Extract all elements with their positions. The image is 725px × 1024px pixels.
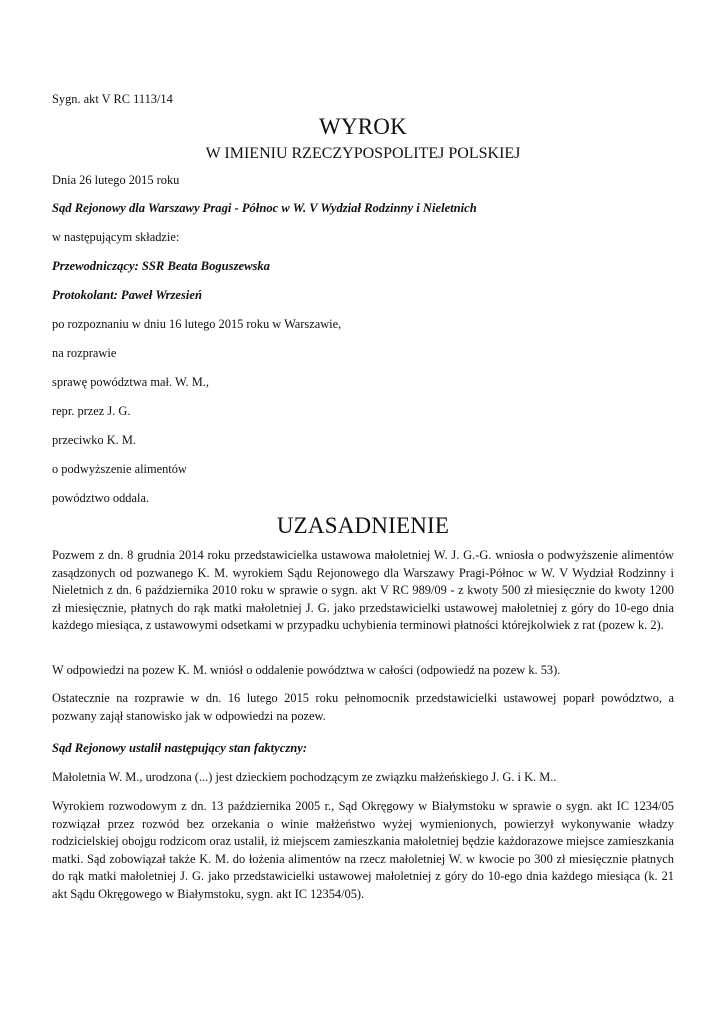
court-recorder: Protokolant: Paweł Wrzesień — [52, 288, 202, 302]
justification-paragraph-3: Ostatecznie na rozprawie w dn. 16 lutego 2015 roku pełnomocnik przedstawicielki ustawowej poparł powództwo, a pozwany zajął stanowisko jak w odpowiedzi na pozew. — [52, 691, 674, 723]
examination-line: po rozpoznaniu w dniu 16 lutego 2015 roku w Warszawie, — [52, 317, 342, 331]
ruling-line: powództwo oddala. — [52, 491, 150, 505]
justification-paragraph-1: Pozwem z dn. 8 grudnia 2014 roku przedstawicielka ustawowa małoletniej W. J. G.-G. wniosła o podwyższenie alimentów zasądzonych od pozwanego K. M. wyrokiem Sądu Rejonowego dla Warszawy Pragi-Północ w W. V Wydział Rodzinny i Nieletnich z dn. 6 października 2010 roku w sprawie o sygn. akt V RC 989/09 - z kwoty 500 zł miesięcznie do kwoty 1200 zł miesięcznie, płatnych do rąk matki małoletniej J. G. jako przedstawicielki ustawowej małoletniej z góry do 10-ego dnia każdego miesiąca, z ustawowymi odsetkami w przypadku uchybienia terminowi płatności którejkolwiek z rat (pozew k. 2). — [52, 548, 674, 633]
representation-line: repr. przez J. G. — [52, 404, 131, 418]
judgment-date: Dnia 26 lutego 2015 roku — [52, 173, 180, 187]
case-signature: Sygn. akt V RC 1113/14 — [52, 92, 173, 106]
judgment-title: WYROK — [319, 114, 407, 139]
justification-paragraph-4: Małoletnia W. M., urodzona (...) jest dzieckiem pochodzącym ze związku małżeńskiego J. G. i K. M.. — [52, 770, 557, 784]
case-line: sprawę powództwa mał. W. M., — [52, 375, 209, 389]
court-name: Sąd Rejonowy dla Warszawy Pragi - Północ w W. V Wydział Rodzinny i Nieletnich — [52, 201, 477, 215]
defendant-line: przeciwko K. M. — [52, 433, 136, 447]
justification-paragraph-2: W odpowiedzi na pozew K. M. wniósł o oddalenie powództwa w całości (odpowiedź na pozew k. 53). — [52, 663, 561, 677]
justification-heading: UZASADNIENIE — [276, 513, 450, 538]
judgment-subtitle: W IMIENIU RZECZYPOSPOLITEJ POLSKIEJ — [205, 145, 521, 162]
justification-paragraph-5: Wyrokiem rozwodowym z dn. 13 października 2005 r., Sąd Okręgowy w Białymstoku w sprawie o sygn. akt IC 1234/05 rozwiązał przez rozwód bez orzekania o winie małżeństwo wyżej wymienionych, powierzył wykonywanie władzy rodzicielskiej obojgu rodzicom oraz ustalił, iż miejscem zamieszkania małoletniej będzie każdorazowe miejsce zamieszkania matki. Sąd zobowiązał także K. M. do łożenia alimentów na rzecz małoletniej W. w kwocie po 300 zł miesięcznie płatnych do rąk matki małoletniej J. G. jako przedstawicielki ustawowej małoletniej z góry do 10-ego dnia każdego miesiąca (k. 21 akt Sądu Okręgowego w Białymstoku, sygn. akt IC 12354/05). — [52, 799, 674, 901]
presiding-judge: Przewodniczący: SSR Beata Boguszewska — [52, 259, 270, 273]
composition-intro: w następującym składzie: — [52, 230, 180, 244]
facts-heading: Sąd Rejonowy ustalił następujący stan faktyczny: — [52, 741, 308, 755]
hearing-line: na rozprawie — [52, 346, 117, 360]
subject-line: o podwyższenie alimentów — [52, 462, 187, 476]
